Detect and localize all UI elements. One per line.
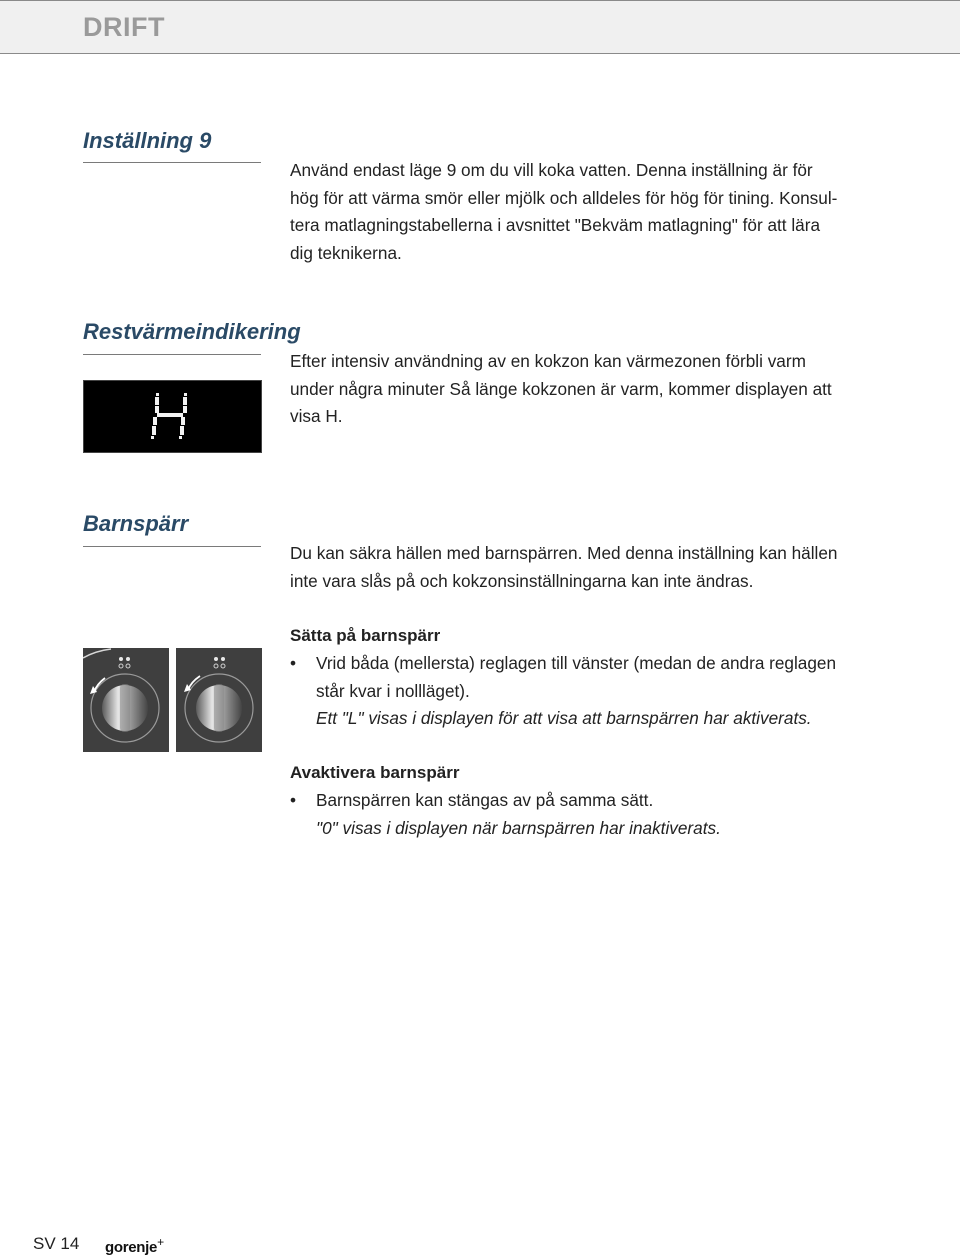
section-title-residual-heat: Restvärmeindikering [83, 319, 301, 344]
text-line: hög för att värma smör eller mjölk och alldeles för hög för tining. Konsul- [290, 187, 838, 208]
text-line: dig teknikerna. [290, 242, 402, 263]
section-rule [83, 162, 261, 163]
bullet-symbol: • [290, 790, 297, 810]
text-line: visa H. [290, 406, 343, 426]
deactivate-heading: Avaktivera barnspärr [290, 763, 460, 782]
text-line: tera matlagningstabellerna i avsnittet "Bekväm matlagning" för att lära [290, 215, 821, 235]
text-line: under några minuter Så länge kokzonen är varm, kommer displayen att [290, 378, 832, 399]
zone-indicator-dots-icon [214, 657, 225, 668]
text-line: Vrid båda (mellersta) reglagen till vänster (medan de andra reglagen [316, 653, 837, 673]
brand-name: gorenje [105, 1239, 158, 1256]
rotate-left-arrow-icon [184, 676, 200, 692]
text-line: inte vara slås på och kokzonsinställningarna kan inte ändras. [290, 570, 754, 591]
setting9-paragraph [290, 157, 890, 267]
residual-heat-paragraph [290, 348, 890, 431]
rotary-knob-icon [176, 648, 262, 752]
child-lock-paragraph [290, 540, 890, 595]
header-title: DRIFT [83, 12, 165, 42]
section-title-child-lock: Barnspärr [83, 511, 189, 536]
zone-indicator-dots-icon [119, 657, 130, 668]
activate-note: Ett "L" visas i displayen för att visa att barnspärren har aktiverats. [316, 708, 812, 728]
text-line: Du kan säkra hällen med barnspärren. Med denna inställning kan hällen [290, 543, 838, 563]
section-rule [83, 546, 261, 547]
brand-logo [105, 1235, 164, 1256]
rotary-knob-icon [83, 648, 169, 752]
deactivate-note: "0" visas i displayen när barnspärren har inaktiverats. [316, 818, 721, 838]
bullet-symbol: • [290, 653, 297, 673]
knob-illustration-left [83, 648, 169, 752]
text-line: Använd endast läge 9 om du vill koka vatten. Denna inställning är för [290, 160, 813, 180]
text-line: Efter intensiv användning av en kokzon kan värmezonen förbli varm [290, 351, 806, 371]
text-line: står kvar i nollläget). [316, 680, 470, 701]
text-line: Barnspärren kan stängas av på samma sätt. [316, 790, 654, 810]
section-rule [83, 354, 261, 355]
rotate-left-arrow-icon [90, 678, 105, 694]
knob-illustration-right [176, 648, 262, 752]
page-header [0, 0, 960, 54]
section-title-setting9: Inställning 9 [83, 128, 212, 153]
seven-segment-h-icon [84, 381, 261, 452]
brand-mark: + [157, 1235, 164, 1249]
residual-heat-display [83, 380, 262, 453]
page-number: SV 14 [33, 1234, 80, 1253]
activate-heading: Sätta på barnspärr [290, 626, 441, 645]
